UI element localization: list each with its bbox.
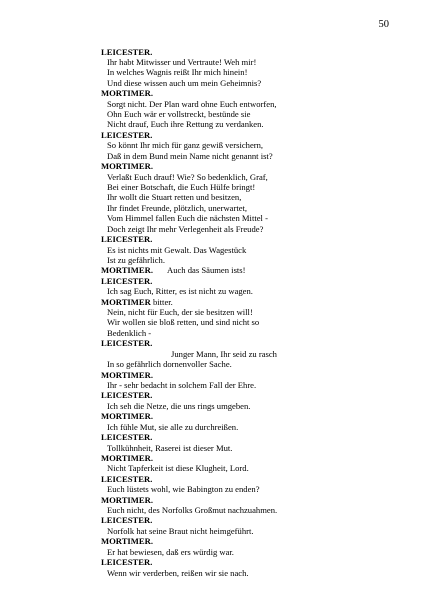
speaker-name: MORTIMER	[101, 161, 151, 172]
speaker-line	[101, 234, 401, 244]
speech-line: Ihr - sehr bedacht in solchem Fall der Ehre.	[107, 380, 257, 390]
speaker-line	[101, 536, 401, 546]
speech-line: Euch lüstets wohl, wie Babington zu enden?	[107, 484, 260, 495]
speech-line: Daß in dem Bund mein Name nicht genannt ist?	[107, 150, 273, 161]
speaker-punctuation: .	[150, 515, 153, 526]
speaker-line	[101, 88, 401, 98]
speaker-punctuation: .	[150, 46, 153, 57]
speaker-punctuation: .	[150, 494, 153, 505]
speaker-name: MORTIMER	[101, 494, 151, 505]
speech-line: Vom Himmel fallen Euch die nächsten Mittel -	[107, 213, 268, 224]
speaker-name: MORTIMER	[101, 265, 151, 276]
speaker-punctuation: .	[150, 473, 153, 484]
speaker-punctuation: .	[150, 390, 153, 401]
speaker-punctuation: .	[150, 432, 153, 443]
speaker-name: MORTIMER	[101, 452, 151, 463]
speech-line: Ist zu gefährlich.	[107, 254, 165, 265]
speech-line: Er hat bewiesen, daß ers würdig war.	[107, 546, 234, 557]
speech-line: Bei einer Botschaft, die Euch Hülfe bringt!	[107, 181, 256, 192]
speaker-line	[101, 474, 401, 484]
speaker-punctuation: .	[150, 234, 153, 245]
speaker-punctuation: .	[150, 338, 153, 349]
speaker-name: LEICESTER	[101, 473, 151, 484]
page-number: 50	[378, 19, 389, 30]
speech-line: Bedenklich -	[107, 327, 152, 338]
speaker-name: LEICESTER	[101, 557, 151, 568]
speech-line: Ihr habt Mitwisser und Vertraute! Weh mir!	[107, 56, 257, 67]
speaker-line	[101, 557, 401, 567]
speaker-punctuation: .	[150, 161, 153, 172]
speaker-name: LEICESTER	[101, 275, 151, 286]
speaker-punctuation: .	[150, 536, 153, 547]
speaker-line	[101, 297, 401, 307]
speaker-line	[101, 161, 401, 171]
speaker-line	[101, 390, 401, 400]
speech-line: So könnt Ihr mich für ganz gewiß versichern,	[107, 140, 264, 151]
speech-line: Ihr wollt die Stuart retten und besitzen,	[107, 192, 242, 203]
speech-line: Ich fühle Mut, sie alle zu durchreißen.	[107, 421, 239, 432]
speaker-name: MORTIMER	[101, 369, 151, 380]
speech-line: Norfolk hat seine Braut nicht heimgeführt.	[107, 525, 254, 536]
speech-line: Doch zeigt Ihr mehr Verlegenheit als Freude?	[107, 223, 264, 234]
speech-line: Ich seh die Netze, die uns rings umgeben.	[107, 400, 251, 411]
speaker-line	[101, 370, 401, 380]
speech-line: Euch nicht, des Norfolks Großmut nachzuahmen.	[107, 505, 278, 516]
speaker-line	[101, 338, 401, 348]
speaker-name: MORTIMER	[101, 88, 151, 99]
speech-line: Ich sag Euch, Ritter, es ist nicht zu wagen.	[107, 286, 253, 297]
speech-line: Junger Mann, Ihr seid zu rasch	[171, 348, 277, 359]
speech-line: Nicht drauf, Euch ihre Rettung zu verdanken.	[107, 119, 264, 130]
speech-line: Sorgt nicht. Der Plan ward ohne Euch entworfen,	[107, 98, 277, 109]
speaker-name: MORTIMER	[101, 536, 151, 547]
speaker-line	[101, 130, 401, 140]
speaker-name: LEICESTER	[101, 129, 151, 140]
speech-line: Wenn wir verderben, reißen wir sie nach.	[107, 567, 249, 578]
speaker-name: MORTIMER	[101, 411, 151, 422]
speech-line: Nein, nicht für Euch, der sie besitzen will!	[107, 307, 253, 318]
speaker-punctuation: .	[150, 88, 153, 99]
inline-speech: Auch das Säumen ists!	[166, 265, 246, 276]
stage-direction: bitter.	[152, 296, 173, 307]
speaker-name: LEICESTER	[101, 46, 151, 57]
speaker-line	[101, 453, 401, 463]
speech-line: In so gefährlich dornenvoller Sache.	[107, 359, 232, 370]
speech-line: Es ist nichts mit Gewalt. Das Wagestück	[107, 244, 247, 255]
speech-line: Tollkühnheit, Raserei ist dieser Mut.	[107, 442, 233, 453]
speech-line: Und diese wissen auch um mein Geheimnis?	[107, 77, 262, 88]
speaker-punctuation: .	[150, 452, 153, 463]
speaker-line	[101, 515, 401, 525]
speaker-punctuation: .	[150, 275, 153, 286]
speaker-punctuation: .	[150, 129, 153, 140]
play-text	[101, 47, 401, 579]
speaker-line	[101, 432, 401, 442]
speech-line: Ohn Euch wär er vollstreckt, bestünde sie	[107, 109, 251, 120]
speaker-name: LEICESTER	[101, 234, 151, 245]
speaker-name: LEICESTER	[101, 390, 151, 401]
speaker-line	[101, 411, 401, 421]
speaker-name: MORTIMER	[101, 296, 151, 307]
speaker-name: LEICESTER	[101, 338, 151, 349]
speech-line: Wir wollen sie bloß retten, und sind nicht so	[107, 317, 260, 328]
speaker-line	[101, 265, 401, 275]
speaker-punctuation: .	[150, 369, 153, 380]
speaker-punctuation: .	[150, 557, 153, 568]
speech-line: Verlaßt Euch drauf! Wie? So bedenklich, Graf,	[107, 171, 268, 182]
speaker-punctuation: .	[150, 411, 153, 422]
speaker-line	[101, 495, 401, 505]
speaker-line	[101, 47, 401, 57]
speaker-name: LEICESTER	[101, 515, 151, 526]
speaker-line	[101, 276, 401, 286]
speaker-punctuation: .	[150, 265, 153, 276]
speech-line: In welches Wagnis reißt Ihr mich hinein!	[107, 67, 248, 78]
speech-line: Ihr findet Freunde, plötzlich, unerwartet,	[107, 202, 248, 213]
speaker-name: LEICESTER	[101, 432, 151, 443]
speech-line: Nicht Tapferkeit ist diese Klugheit, Lord.	[107, 463, 249, 474]
